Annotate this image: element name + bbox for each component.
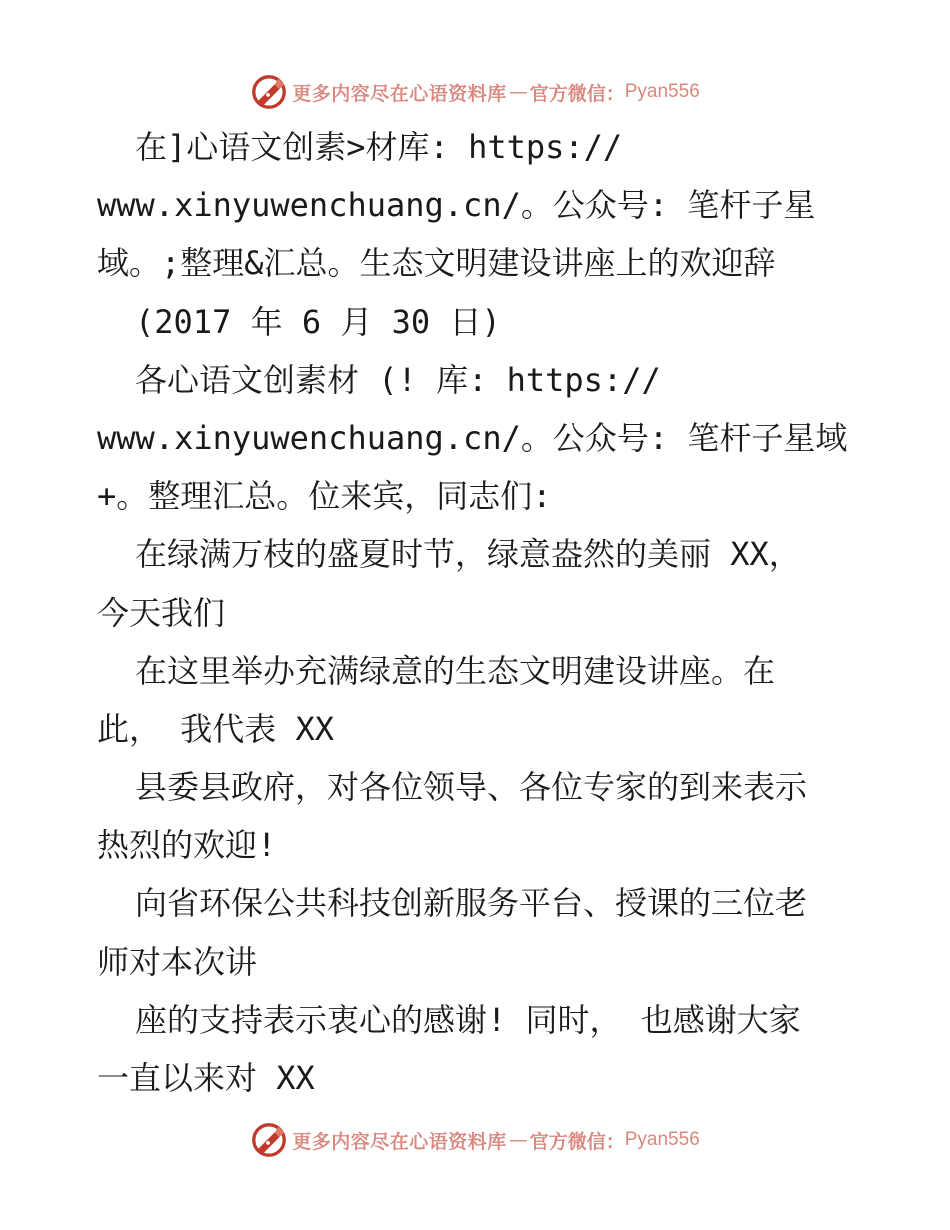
text-line: (2017 年 6 月 30 日) — [135, 302, 501, 341]
text-line: 在绿满万枝的盛夏时节，绿意盎然的美丽 XX， — [135, 535, 801, 574]
banner-wechat-label: 官方微信： — [529, 82, 625, 105]
text-line: 域。;整理&汇总。生态文明建设讲座上的欢迎辞 — [97, 244, 776, 283]
text-line: 县委县政府，对各位领导、各位专家的到来表示 — [135, 768, 808, 807]
text-line: 师对本次讲 — [97, 942, 258, 981]
text-line: www.xinyuwenchuang.cn/。公众号: 笔杆子星 — [97, 186, 816, 225]
header-banner — [0, 70, 950, 114]
text-line: www.xinyuwenchuang.cn/。公众号: 笔杆子星域 — [97, 418, 848, 457]
text-line: 各心语文创素材 (! 库: https:// — [135, 360, 661, 399]
banner-brand-text: 更多内容尽在心语资料库 — [292, 82, 507, 105]
text-line: +。整理汇总。位来宾，同志们: — [97, 477, 552, 516]
text-line: 在这里举办充满绿意的生态文明建设讲座。在 — [135, 651, 776, 690]
banner-separator: — — [508, 81, 528, 103]
text-line: 座的支持表示衷心的感谢! 同时， 也感谢大家 — [135, 1000, 801, 1039]
text-line: 一直以来对 XX — [97, 1059, 315, 1097]
text-line: 向省环保公共科技创新服务平台、授课的三位老 — [135, 884, 808, 923]
text-line: 此， 我代表 XX — [97, 709, 335, 748]
banner-wechat-account: Pyan556 — [624, 1129, 700, 1150]
text-line: 今天我们 — [97, 593, 226, 632]
banner-wechat-account: Pyan556 — [624, 81, 700, 102]
pen-nib-logo-icon — [250, 73, 288, 111]
text-line: 热烈的欢迎! — [97, 826, 277, 865]
text-line: 在]心语文创素>材库: https:// — [135, 128, 623, 166]
document-body — [97, 118, 877, 1107]
footer-banner — [0, 1118, 950, 1162]
pen-nib-logo-icon — [250, 1121, 288, 1159]
banner-separator: — — [508, 1129, 528, 1151]
banner-wechat-label: 官方微信： — [529, 1130, 625, 1153]
banner-brand-text: 更多内容尽在心语资料库 — [292, 1130, 507, 1153]
